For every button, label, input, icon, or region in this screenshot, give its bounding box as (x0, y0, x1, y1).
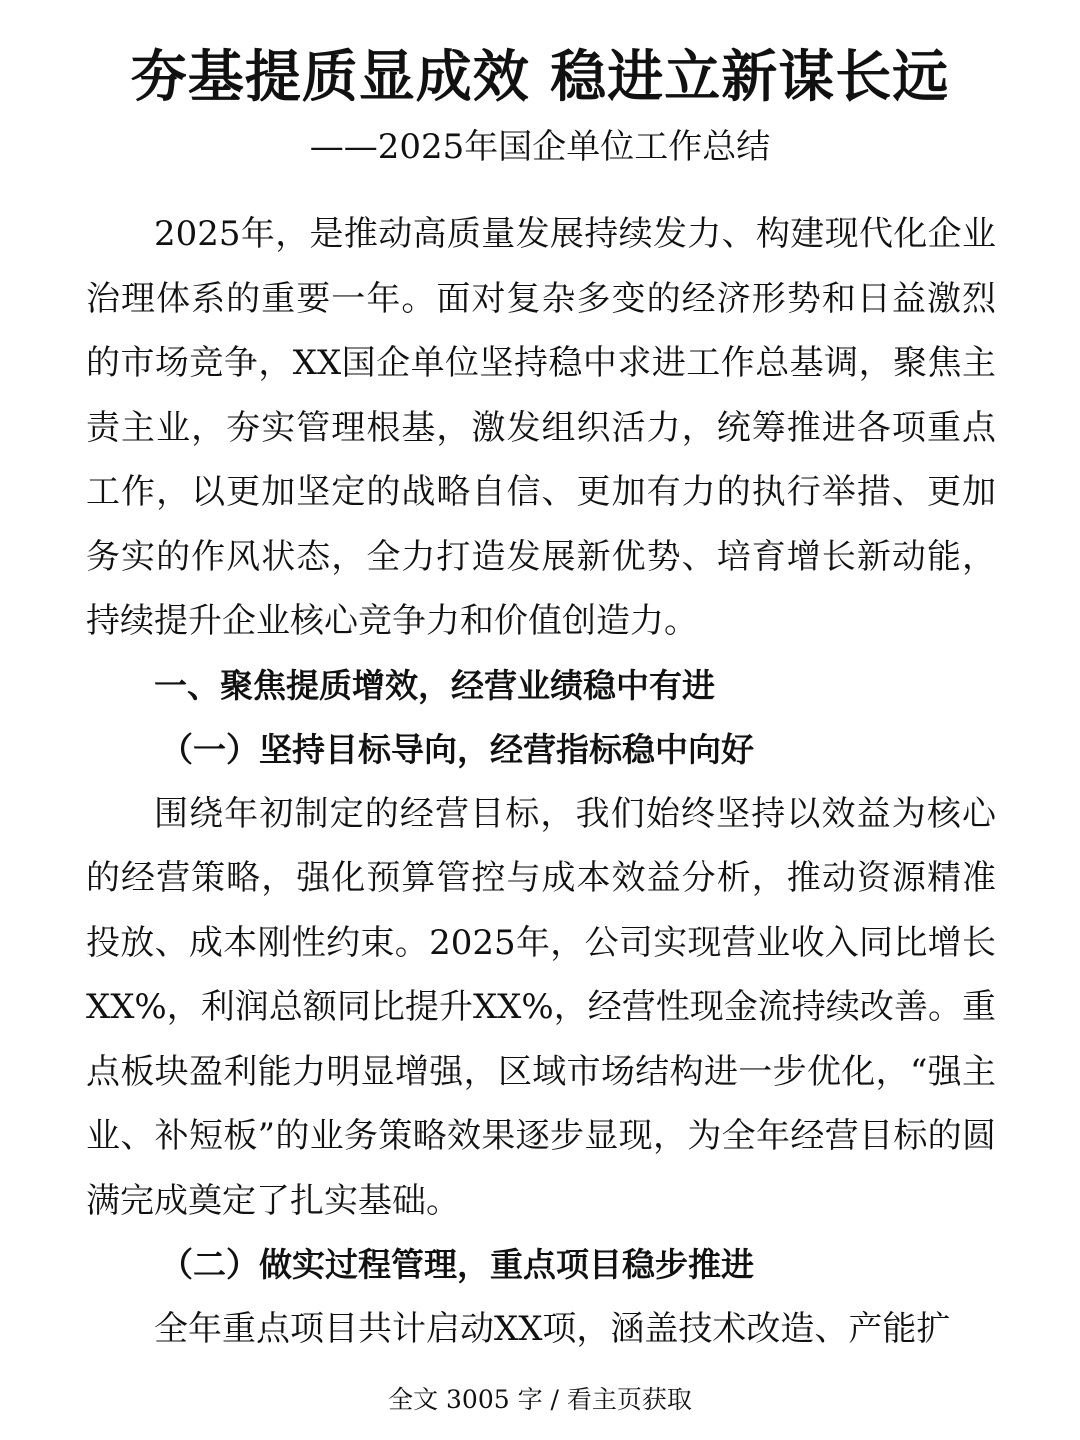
document-subtitle: ——2025年国企单位工作总结 (309, 127, 771, 167)
subsection-1-paragraph: 围绕年初制定的经营目标，我们始终坚持以效益为核心的经营策略，强化预算管控与成本效益分析，推动资源精准投放、成本刚性约束。2025年，公司实现营业收入同比增长XX%，利润总额同比提升XX%，经营性现金流持续改善。重点板块盈利能力明显增强，区域市场结构进一步优化，“强主业、补短板”的业务策略效果逐步显现，为全年经营目标的圆满完成奠定了扎实基础。 (86, 793, 996, 1221)
subsection-heading-1: （一）坚持目标导向，经营指标稳中向好 (160, 729, 754, 769)
footer-note: 全文 3005 字 / 看主页获取 (388, 1385, 692, 1414)
document-title: 夯基提质显成效 稳进立新谋长远 (130, 45, 950, 110)
subsection-2-paragraph: 全年重点项目共计启动XX项，涵盖技术改造、产能扩 (154, 1309, 951, 1349)
section-heading-1: 一、聚焦提质增效，经营业绩稳中有进 (154, 665, 715, 705)
intro-paragraph: 2025年，是推动高质量发展持续发力、构建现代化企业治理体系的重要一年。面对复杂多变的经济形势和日益激烈的市场竞争，XX国企单位坚持稳中求进工作总基调，聚焦主责主业，夯实管理根基，激发组织活力，统筹推进各项重点工作，以更加坚定的战略自信、更加有力的执行举措、更加务实的作风状态，全力打造发展新优势、培育增长新动能，持续提升企业核心竞争力和价值创造力。 (86, 214, 996, 641)
document-body (86, 202, 996, 1362)
subsection-heading-2: （二）做实过程管理，重点项目稳步推进 (160, 1245, 754, 1284)
